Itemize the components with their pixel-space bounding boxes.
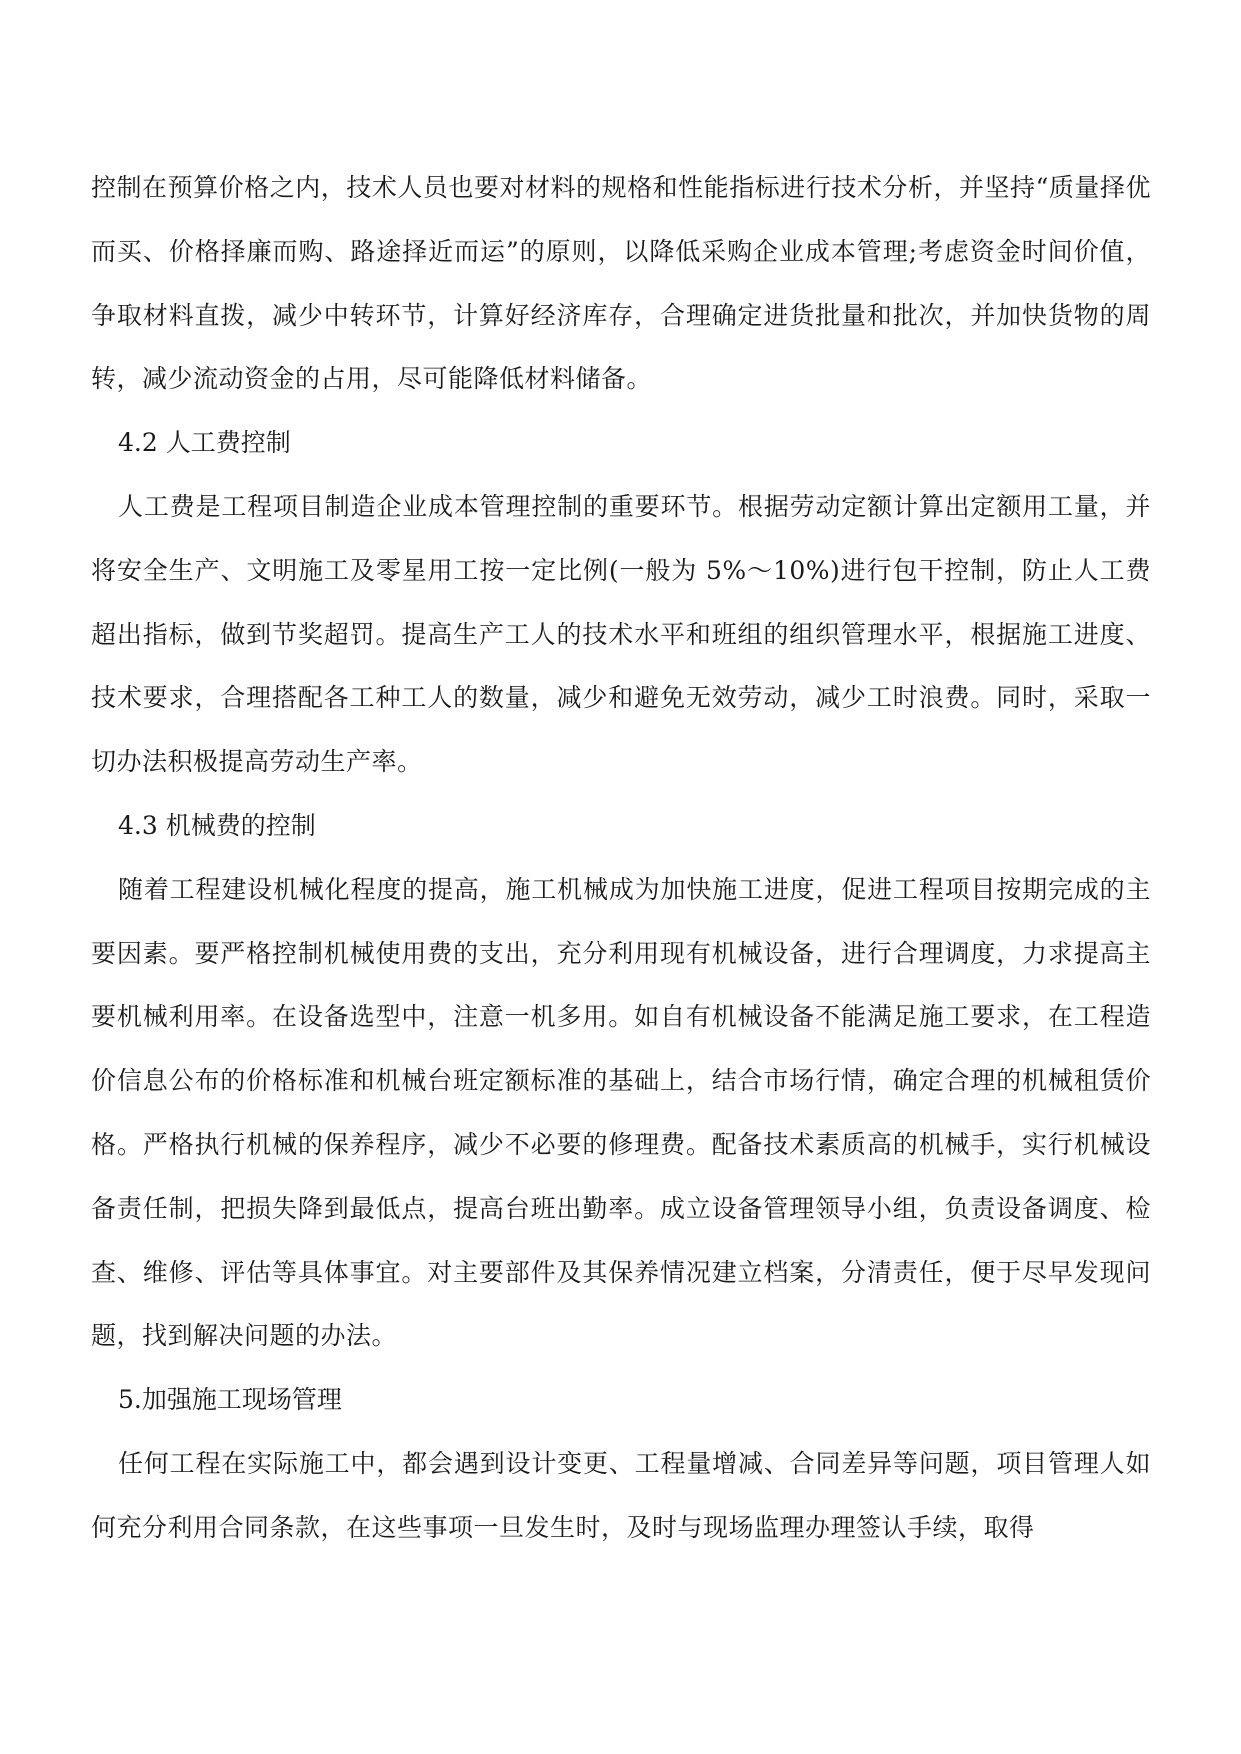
section-heading-machinery-cost: 4.3 机械费的控制 (118, 810, 316, 840)
paragraph-machinery-cost: 随着工程建设机械化程度的提高，施工机械成为加快施工进度，促进工程项目按期完成的主要因素。要严格控制机械使用费的支出，充分利用现有机械设备，进行合理调度，力求提高主要机械利用率。在设备选型中，注意一机多用。如自有机械设备不能满足施工要求，在工程造价信息公布的价格标准和机械台班定额标准的基础上，结合市场行情，确定合理的机械租赁价格。严格执行机械的保养程序，减少不必要的修理费。配备技术素质高的机械手，实行机械设备责任制，把损失降到最低点，提高台班出勤率。成立设备管理领导小组，负责设备调度、检查、维修、评估等具体事宜。对主要部件及其保养情况建立档案，分清责任，便于尽早发现问题，找到解决问题的办法。 (91, 874, 1151, 1351)
section-heading-site-management: 5.加强施工现场管理 (118, 1385, 342, 1415)
document-page (91, 156, 1151, 1560)
paragraph-labor-cost: 人工费是工程项目制造企业成本管理控制的重要环节。根据劳动定额计算出定额用工量，并将安全生产、文明施工及零星用工按一定比例(一般为 5%～10%)进行包干控制，防止人工费超出指标，做到节奖超罚。提高生产工人的技术水平和班组的组织管理水平，根据施工进度、技术要求，合理搭配各工种工人的数量，减少和避免无效劳动，减少工时浪费。同时，采取一切办法积极提高劳动生产率。 (91, 491, 1151, 777)
section-heading-labor-cost: 4.2 人工费控制 (118, 428, 291, 458)
paragraph-site-management: 任何工程在实际施工中，都会遇到设计变更、工程量增减、合同差异等问题，项目管理人如何充分利用合同条款，在这些事项一旦发生时，及时与现场监理办理签认手续，取得 (91, 1448, 1151, 1542)
paragraph-material-cost: 控制在预算价格之内，技术人员也要对材料的规格和性能指标进行技术分析，并坚持“质量择优而买、价格择廉而购、路途择近而运”的原则，以降低采购企业成本管理;考虑资金时间价值，争取材料直拨，减少中转环节，计算好经济库存，合理确定进货批量和批次，并加快货物的周转，减少流动资金的占用，尽可能降低材料储备。 (91, 173, 1151, 394)
